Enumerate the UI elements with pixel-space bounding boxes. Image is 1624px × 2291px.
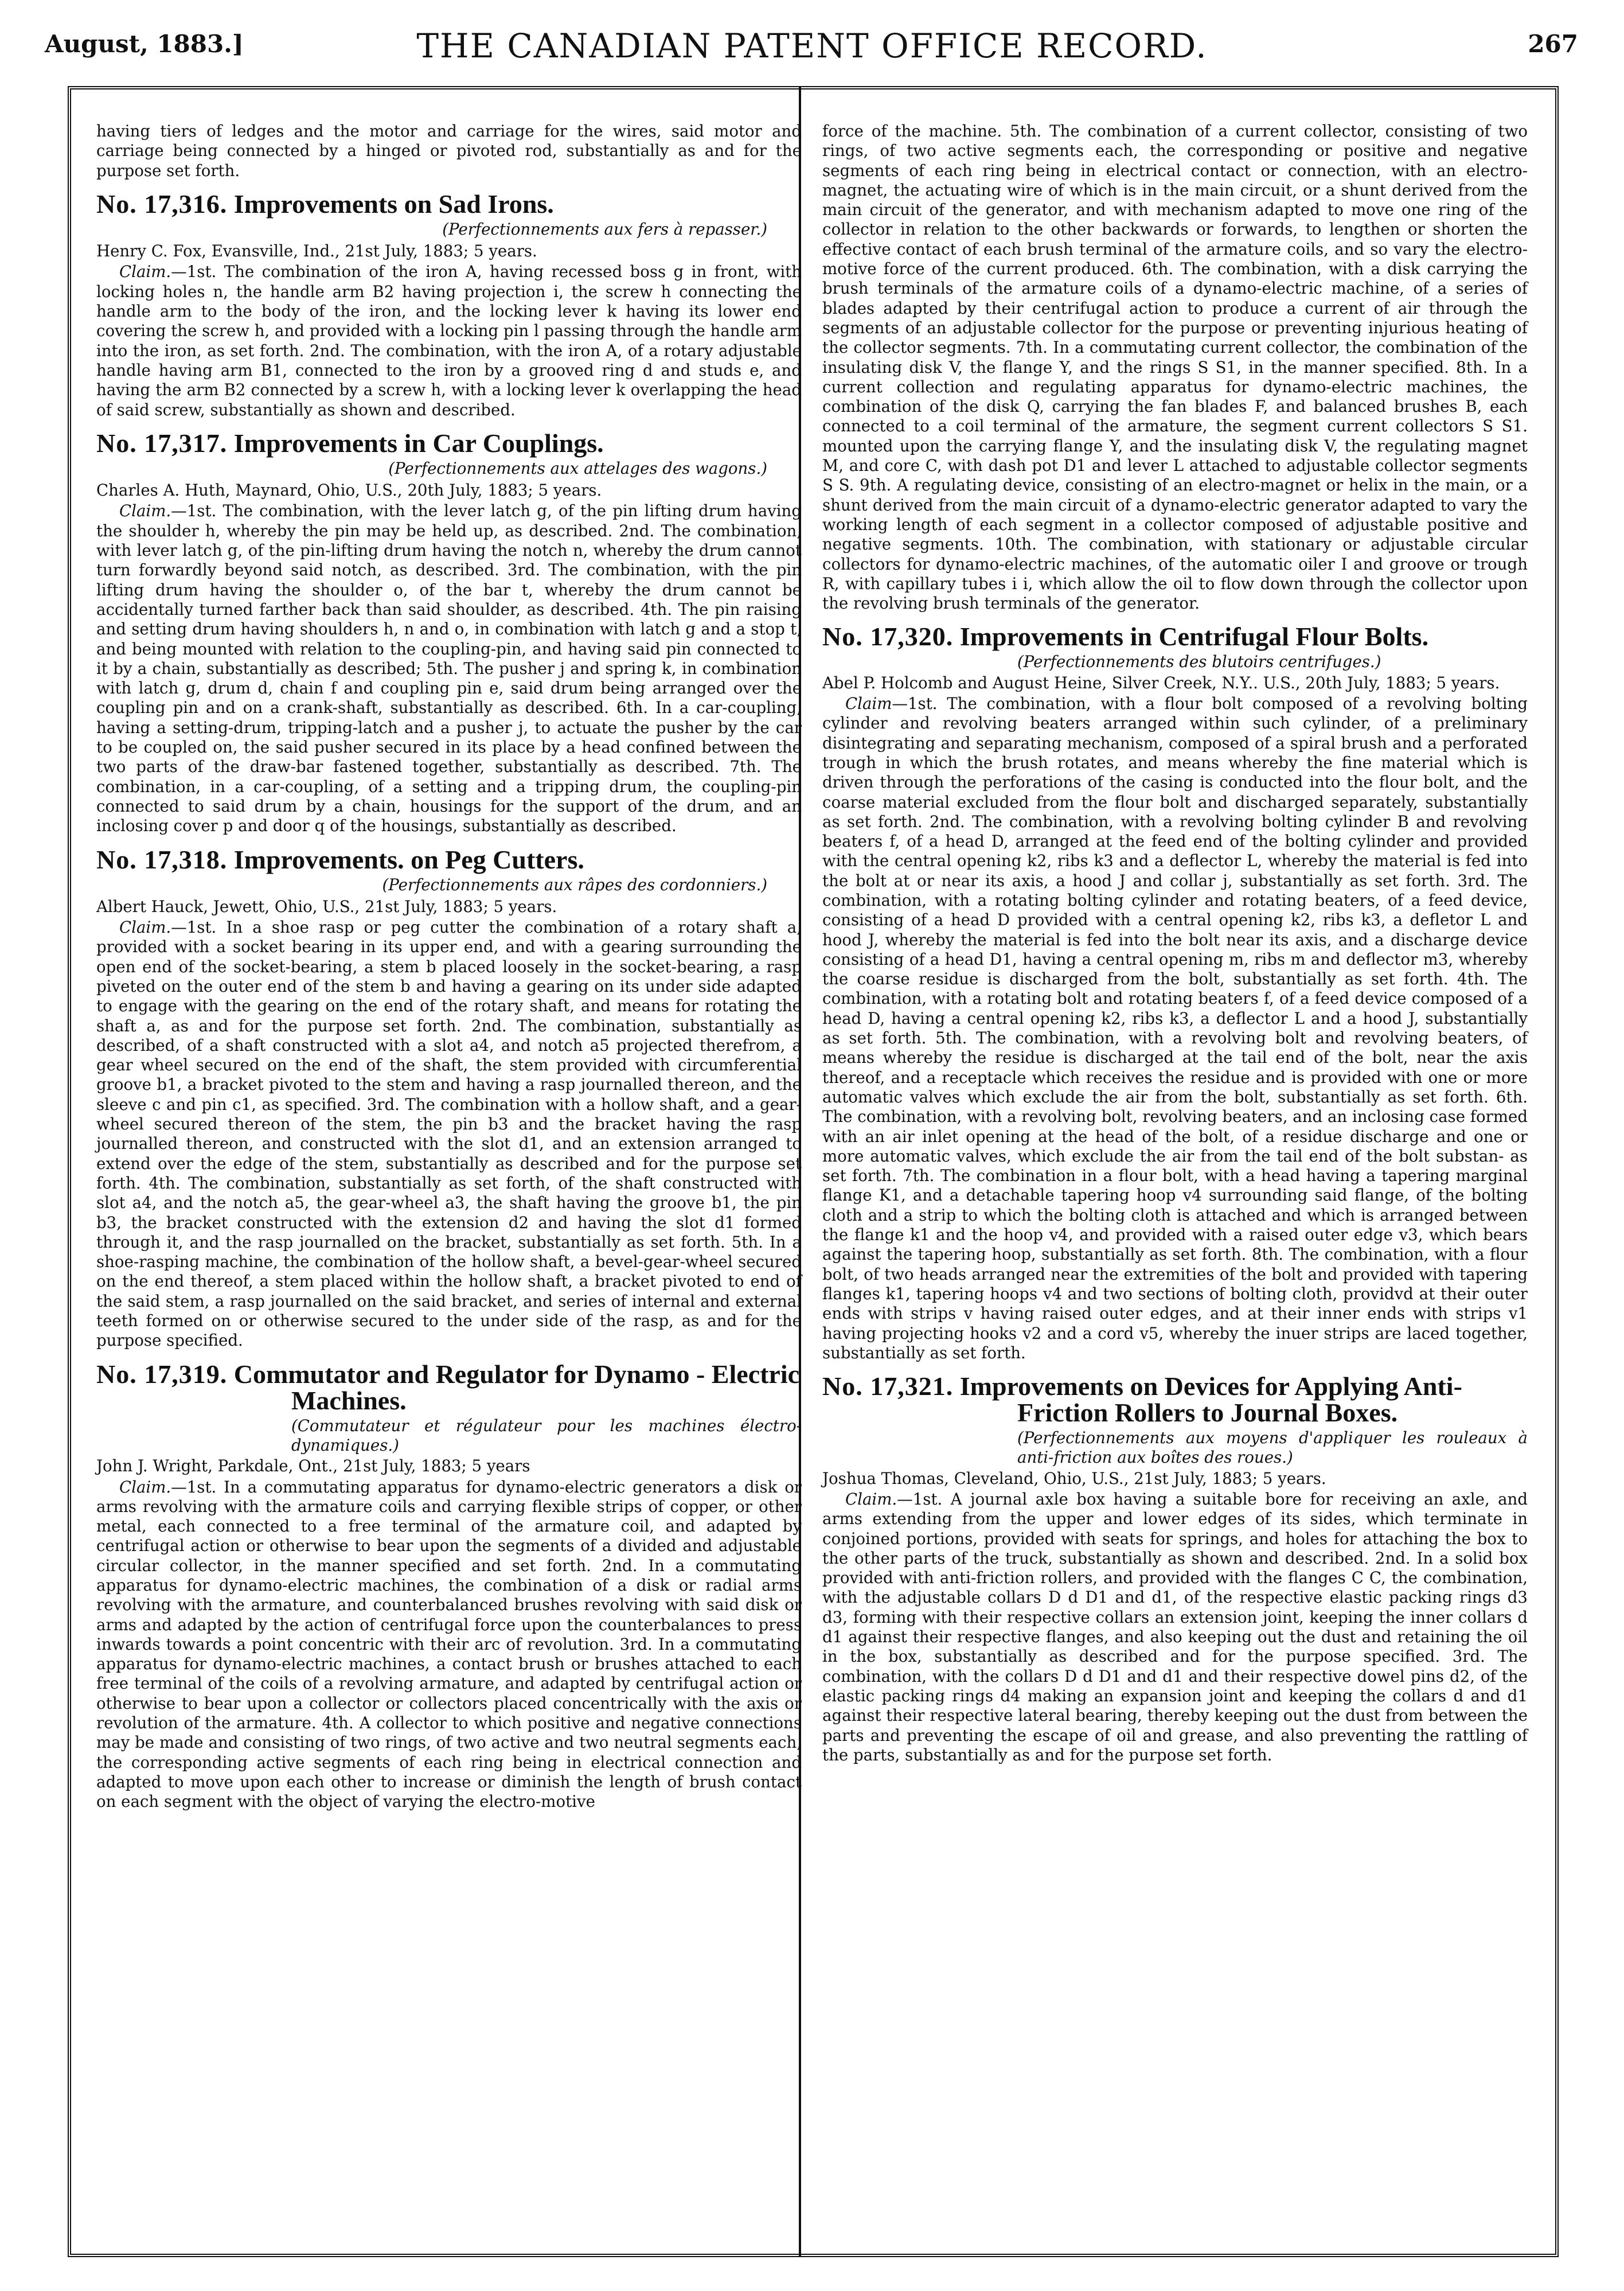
claim-label: Claim. bbox=[119, 501, 171, 521]
patent-heading bbox=[96, 1361, 802, 1414]
claim-text bbox=[96, 918, 802, 1351]
right-column bbox=[822, 122, 1528, 1765]
inventor-line: John J. Wright, Parkdale, Ont., 21st July, 1883; 5 years bbox=[96, 1456, 530, 1476]
patent-entry bbox=[96, 191, 802, 420]
continued-text: force of the machine. 5th. The combination of a current collector, consisting of two rings, of two active segments each, the corresponding or positive and negative segments of each ring being in electrical contact or connection, with an electro-magnet, the actuating wire of which is in the main circuit, or a shunt derived from the main circuit of the generator, and with mechanism adapted to move one ring of the collector in relation to the other backwards or forwards, to lengthen or shorten the effective contact of each brush terminal of the armature coils, and so vary the electro-motive force of the current produced. 6th. The combination, with a disk carrying the brush terminals of the armature coils of a dynamo-electric machine, of a series of blades adapted by their centrifugal action to produce a current of air through the segments of an adjustable collector for the purpose or preventing injurious heating of the collector segments. 7th. In a commutating current collector, the combination of the insulating disk V, the flange Y, and the rings S S1, in the manner specified. 8th. In a current collection and regulating apparatus for dynamo-electric machines, the combination of the disk Q, carrying the fan blades F, and balanced brushes B, each connected to a coil terminal of the armature, the segment current collectors S S1. mounted upon the carrying flange Y, and the insulating disk V, the regulating magnet M, and core C, with dash pot D1 and lever L attached to adjustable collector segments S S. 9th. A regulating device, consisting of an electro-magnet or helix in the main, or a shunt derived from the main circuit of a dynamo-electric generator adapted to vary the working length of each segment in a collector composed of adjustable positive and negative segments. 10th. The combination, with stationary or adjustable circular collectors for dynamo-electric machines, of the automatic oiler I and groove or trough R, with capillary tubes i i, which allow the oil to flow down through the collector upon the revolving brush terminals of the generator. bbox=[822, 122, 1528, 613]
patent-number: No. 17,317. bbox=[96, 428, 228, 458]
patent-title: Improvements in Centrifugal Flour Bolts. bbox=[959, 622, 1429, 652]
french-title: (Perfectionnements aux fers à repasser.) bbox=[442, 219, 767, 239]
patent-title: Improvements in Car Couplings. bbox=[233, 428, 604, 458]
patent-heading bbox=[96, 430, 802, 457]
page-number: 267 bbox=[1528, 30, 1578, 58]
patent-title: Improvements on Devices for Applying Anti-Friction Rollers to Journal Boxes. bbox=[959, 1372, 1462, 1428]
claim-body: —1st. In a shoe rasp or peg cutter the combination of a rotary shaft a, provided with a socket bearing in its upper end, and with a gearing surrounding the open end of the socket-bearing, a stem b placed loosely in the socket-bearing, a rasp piveted on the outer end of the stem b and having a gearing on its under side adapted to engage with the gearing on the end of the rotary shaft, and means for rotating the shaft a, as and for the purpose set forth. 2nd. The combination, substantially as described, of a shaft constructed with a slot a4, and notch a5 projected therefrom, a gear wheel secured on the end of the shaft, the stem provided with circumferential groove b1, a bracket pivoted to the stem and having a rasp journalled thereon, and the sleeve c and pin c1, as specified. 3rd. The combination with a hollow shaft, and a gear-wheel secured thereon of the stem, the pin b3 and the bracket having the rasp journalled thereon, and constructed with the slot d1, and an extension arranged to extend over the edge of the stem, substantially as described and for the purpose set forth. 4th. The combination, substantially as set forth, of the shaft constructed with slot a4, and the notch a5, the gear-wheel a3, the shaft having the groove b1, the pin b3, the bracket constructed with the extension d2 and having the slot d1 formed through it, and the rasp journalled on the bracket, substantially as set forth. 5th. In a shoe-rasping machine, the combination of the hollow shaft, a bevel-gear-wheel secured on the end thereof, a stem placed within the hollow shaft, a bracket pivoted to end of the said stem, a rasp journalled on the said bracket, and series of internal and external teeth formed on or otherwise secured to the under side of the rasp, as and for the purpose specified. bbox=[96, 918, 802, 1350]
patent-title: Improvements on Sad Irons. bbox=[233, 189, 554, 219]
claim-text bbox=[96, 501, 802, 836]
patent-title: Commutator and Regulator for Dynamo - Electric Machines. bbox=[233, 1359, 800, 1415]
french-title: (Perfectionnements aux râpes des cordonniers.) bbox=[382, 875, 767, 894]
claim-label: Claim. bbox=[119, 262, 171, 282]
claim-label: Claim bbox=[845, 694, 892, 714]
claim-body: —1st. In a commutating apparatus for dynamo-electric generators a disk or arms revolving with the armature coils and carrying flexible strips of copper, or other metal, each connected to a free terminal of the armature coil, and adapted by centrifugal action or otherwise to bear upon the segments of a divided and adjustable circular collector, in the manner specified and set forth. 2nd. In a commutating apparatus for dynamo-electric machines, the combination of a disk or radial arms revolving with the armature, and counterbalanced brushes revolving with said disk or arms and adapted by the action of centrifugal force upon the counterbalances to press inwards towards a point concentric with their arc of revolution. 3rd. In a commutating apparatus for dynamo-electric machines, a contact brush or brushes attached to each free terminal of the coils of a revolving armature, and adapted by centrifugal action or otherwise to bear upon a collector or collectors placed concentrically with the axis or revolution of the armature. 4th. A collector to which positive and negative connections may be made and consisting of two rings, of two active and two neutral segments each, the corresponding active segments of each ring being in electrical connection and adapted to move upon each other to increase or diminish the length of brush contact on each segment with the object of varying the electro-motive bbox=[96, 1477, 802, 1811]
inventor-line: Joshua Thomas, Cleveland, Ohio, U.S., 21st July, 1883; 5 years. bbox=[822, 1468, 1326, 1488]
patent-heading bbox=[822, 624, 1528, 650]
patent-entry bbox=[96, 430, 802, 836]
patent-entry bbox=[96, 1361, 802, 1812]
patent-number: No. 17,319. bbox=[96, 1359, 228, 1389]
inventor-line: Charles A. Huth, Maynard, Ohio, U.S., 20th July, 1883; 5 years. bbox=[96, 481, 602, 500]
inventor-line: Abel P. Holcomb and August Heine, Silver Creek, N.Y.. U.S., 20th July, 1883; 5 years. bbox=[822, 673, 1500, 692]
french-title: (Perfectionnements aux moyens d'appliquer les rouleaux à anti-friction aux boîtes des roues.) bbox=[1017, 1428, 1528, 1467]
patent-heading bbox=[96, 844, 802, 874]
header-title: THE CANADIAN PATENT OFFICE RECORD. bbox=[416, 26, 1208, 65]
patent-heading bbox=[96, 191, 802, 217]
patent-entry bbox=[822, 624, 1528, 1363]
patent-entry bbox=[822, 1373, 1528, 1765]
continued-text: having tiers of ledges and the motor and carriage for the wires, said motor and carriage being connected by a hinged or pivoted rod, substantially as and for the purpose set forth. bbox=[96, 122, 802, 180]
inventor-line: Albert Hauck, Jewett, Ohio, U.S., 21st July, 1883; 5 years. bbox=[96, 897, 557, 916]
claim-body: —1st. The combination of the iron A, having recessed boss g in front, with locking holes n, the handle arm B2 having projection i, the screw h connecting the handle arm to the body of the iron, and the locking lever k having its lower end covering the screw h, and provided with a locking pin l passing through the handle arm into the iron, as set forth. 2nd. The combination, with the iron A, of a rotary adjustable handle having arm B1, connected to the iron by a grooved ring d and studs e, and having the arm B2 connected by a screw h, with a locking lever k overlapping the head of said screw, substantially as shown and described. bbox=[96, 262, 802, 419]
patent-title: Improvements. on Peg Cutters. bbox=[233, 844, 584, 874]
left-column bbox=[96, 122, 802, 1812]
claim-body: —1st. A journal axle box having a suitable bore for receiving an axle, and arms extending from the upper and lower edges of its sides, which terminate in conjoined portions, provided with seats for springs, and holes for attaching the box to the other parts of the truck, substantially as shown and described. 2nd. In a solid box provided with anti-friction rollers, and provided with the flanges C C, the combination, with the adjustable collars D d D1 and d1, of the respective elastic packing rings d3 d3, forming with their respective collars an extension joint, keeping the inner collars d d1 against their respective flanges, and also keeping out the dust and retaining the oil in the box, substantially as described and for the purpose specified. 3rd. The combination, with the collars D d D1 and d1 and their respective dowel pins d2, of the elastic packing rings d4 making an expansion joint and keeping the collars d and d1 against their respective lateral bearing, thereby keeping out the dust from between the parts and preventing the escape of oil and grease, and also preventing the rattling of the parts, substantially as and for the purpose set forth. bbox=[822, 1490, 1528, 1764]
claim-label: Claim. bbox=[845, 1490, 897, 1509]
claim-text bbox=[96, 1478, 802, 1812]
patent-number: No. 17,318. bbox=[96, 844, 228, 874]
patent-heading bbox=[822, 1373, 1528, 1426]
claim-text bbox=[822, 694, 1528, 1363]
claim-body: —1st. The combination, with the lever latch g, of the pin lifting drum having the shoulder h, whereby the pin may be held up, as described. 2nd. The combination, with lever latch g, of the pin-lifting drum having the notch n, whereby the drum cannot turn forwardly beyond said notch, as described. 3rd. The combination, with the pin lifting drum having the shoulder o, of the bar t, whereby the drum cannot be accidentally turned farther back than said shoulder, as described. 4th. The pin raising and setting drum having shoulders h, n and o, in combination with latch g and a stop t, and being mounted with relation to the coupling-pin, and having said pin connected to it by a chain, substantially as described; 5th. The pusher j and spring k, in combination with latch g, drum d, chain f and coupling pin e, said drum being arranged over the coupling pin and on a crank-shaft, substantially as described. 6th. In a car-coupling, having a setting-drum, tripping-latch and a pusher j, to actuate the pusher by the car to be coupled on, the said pusher secured in its place by a head confined between the two parts of the draw-bar fastened together, substantially as described. 7th. The combination, in a car-coupling, of a setting and a tripping drum, the coupling-pin connected to said drum by a chain, housings for the support of the drum, and an inclosing cover p and door q of the housings, substantially as described. bbox=[96, 501, 802, 836]
patent-entry bbox=[96, 844, 802, 1351]
patent-number: No. 17,316. bbox=[96, 189, 228, 219]
patent-number: No. 17,320. bbox=[822, 622, 954, 652]
claim-text bbox=[96, 262, 802, 419]
header-date: August, 1883.] bbox=[45, 30, 244, 58]
french-title: (Perfectionnements aux attelages des wagons.) bbox=[388, 458, 767, 478]
claim-body: —1st. The combination, with a flour bolt composed of a revolving bolting cylinder and revolving beaters arranged within such cylinder, of a preliminary disintegrating and separating mechanism, composed of a spiral brush and a perforated trough in which the brush rotates, and means whereby the fine material which is driven through the perforations of the casing is conducted into the flour bolt, and the coarse material excluded from the flour bolt and discharged separately, substantially as set forth. 2nd. The combination, with a revolving bolting cylinder B and revolving beaters f, of a head D, arranged at the feed end of the bolting cylinder and provided with the central opening k2, ribs k3 and a deflector L, whereby the material is fed into the bolt at or near its axis, a hood J and collar j, substantially as set forth. 3rd. The combination, with a rotating bolting cylinder and rotating beaters, of a feed device, consisting of a head D provided with a central opening k2, ribs k3, a defletor L and hood J, whereby the material is fed into the bolt near its axis, and a discharge device consisting of a head D1, having a central opening m, ribs m and deflector m3, whereby the coarse residue is discharged from the bolt, substantially as set forth. 4th. The combination, with a rotating bolt and rotating beaters f, of a feed device composed of a head D, having a central opening k2, ribs k3, a deflector L and a hood J, substantially as set forth. 5th. The combination, with a revolving bolt and revolving beaters, of means whereby the residue is discharged at the tail end of the bolt, near the axis thereof, and a receptacle which receives the residue and is provided with one or more automatic valves which exclude the air from the bolt, substantially as set forth. 6th. The combination, with a revolving bolt, revolving beaters, and an inclosing case formed with an air inlet opening at the head of the bolt, of a residue discharge and one or more automatic valves, which exclude the air from the tail end of the bolt substan- as set forth. 7th. The combination in a flour bolt, with a head having a tapering marginal flange K1, and a detachable tapering hoop v4 surrounding said flange, of the bolting cloth and a strip to which the bolting cloth is attached and which is arranged between the flange k1 and the hoop v4, and provided with a raised outer edge v3, which bears against the tapering hoop, substantially as set forth. 8th. The combination, with a flour bolt, of two heads arranged near the extremities of the bolt and provided with tapering flanges k1, tapering hoops v4 and two sections of bolting cloth, providvd at their outer ends with strips v having raised outer edges, and at their inner ends with strips v1 having projecting hooks v2 and a cord v5, whereby the inuer strips are laced together, substantially as set forth. bbox=[822, 694, 1528, 1362]
claim-label: Claim. bbox=[119, 1477, 171, 1497]
claim-label: Claim. bbox=[119, 918, 171, 937]
claim-text bbox=[822, 1490, 1528, 1765]
french-title: (Perfectionnements des blutoirs centrifuges.) bbox=[1017, 652, 1381, 672]
inventor-line: Henry C. Fox, Evansville, Ind., 21st July, 1883; 5 years. bbox=[96, 241, 537, 261]
french-title: (Commutateur et régulateur pour les machines électro-dynamiques.) bbox=[291, 1416, 802, 1455]
patent-number: No. 17,321. bbox=[822, 1372, 954, 1401]
